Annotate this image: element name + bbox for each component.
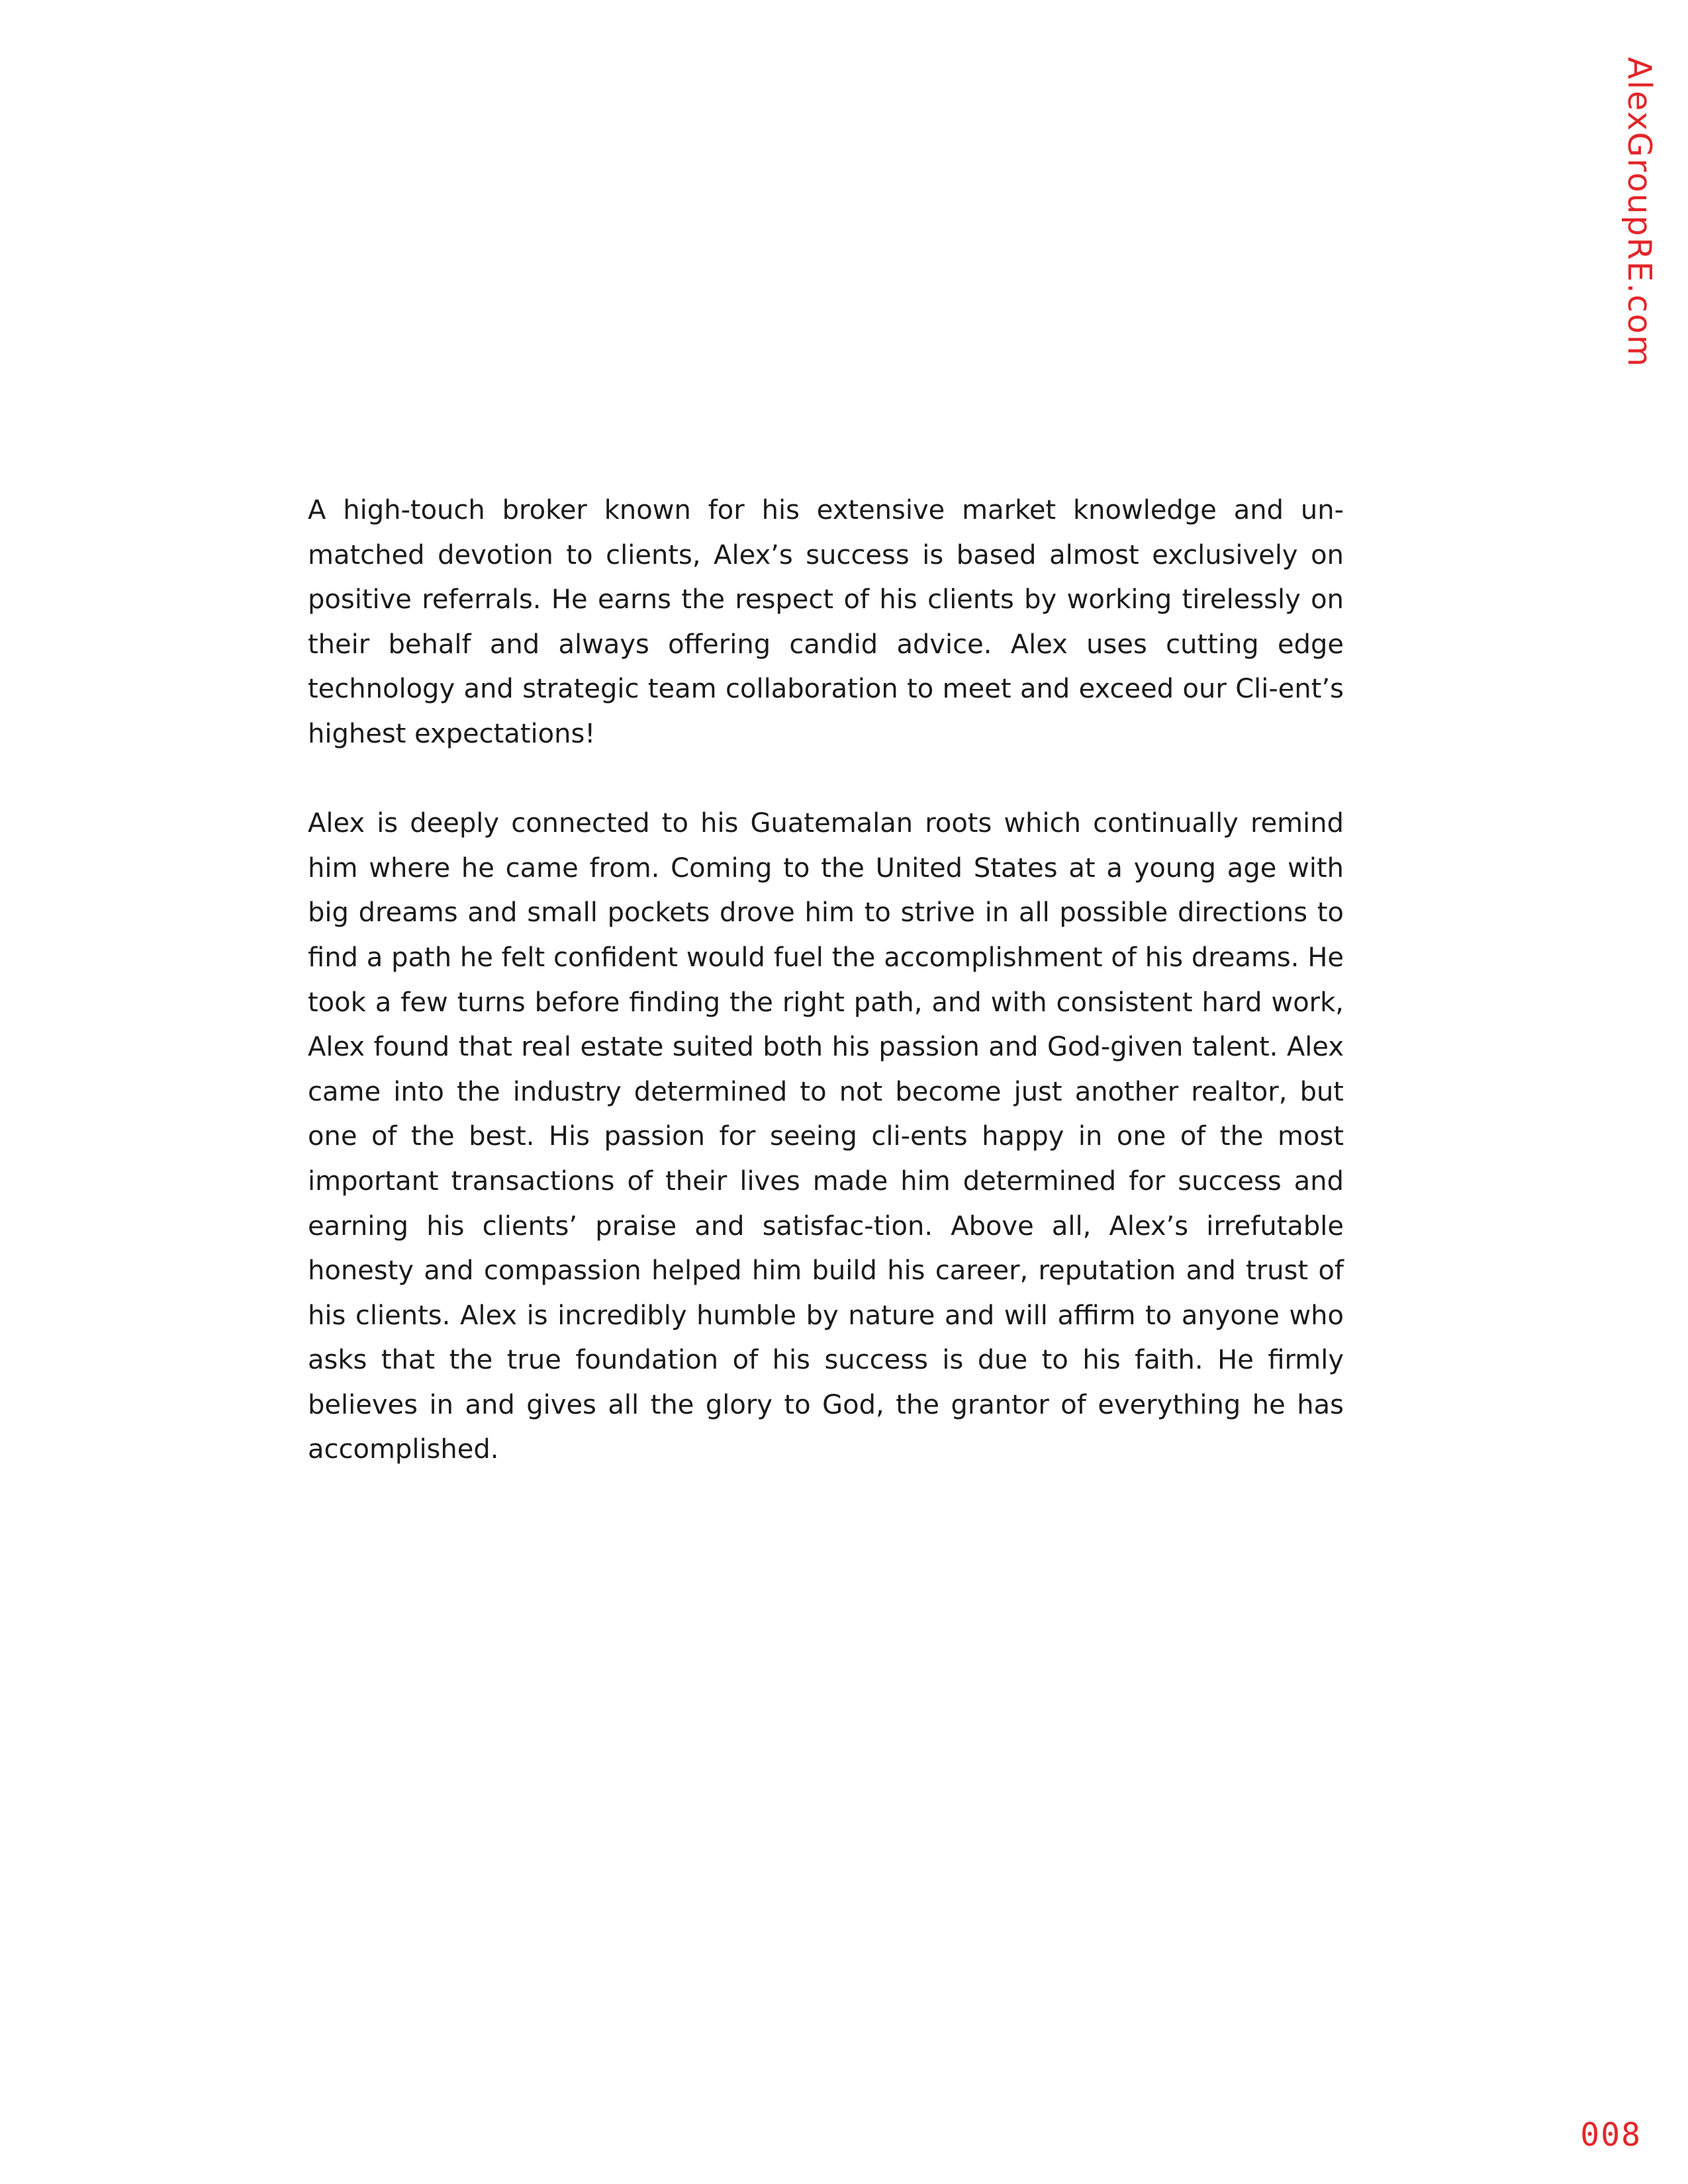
paragraph-background: Alex is deeply connected to his Guatemalan roots which continually remind him where he came from. Coming to the United States at a young age with big dreams and small pockets drove him to strive in all possible directions to find a path he felt confident would fuel the accomplishment of his dreams. He took a few turns before finding the right path, and with consistent hard work, Alex found that real estate suited both his passion and God-given talent. Alex came into the industry determined to not become just another realtor, but one of the best. His passion for seeing cli-ents happy in one of the most important transactions of their lives made him determined for success and earning his clients’ praise and satisfac-tion. Above all, Alex’s irrefutable honesty and compassion helped him build his career, reputation and trust of his clients. Alex is incredibly humble by nature and will affirm to anyone who asks that the true foundation of his success is due to his faith. He firmly believes in and gives all the glory to God, the grantor of everything he has accomplished. — [308, 808, 1344, 1465]
page-number: 008 — [1580, 2116, 1642, 2154]
body-text — [308, 488, 1344, 1473]
site-url-vertical: AlexGroupRE.com — [1620, 57, 1658, 368]
paragraph-intro: A high-touch broker known for his extensive market knowledge and un-matched devotion to clients, Alex’s success is based almost exclusively on positive referrals. He earns the respect of his clients by working tirelessly on their behalf and always offering candid advice. Alex uses cutting edge technology and strategic team collaboration to meet and exceed our Cli-ent’s highest expectations! — [308, 495, 1344, 749]
